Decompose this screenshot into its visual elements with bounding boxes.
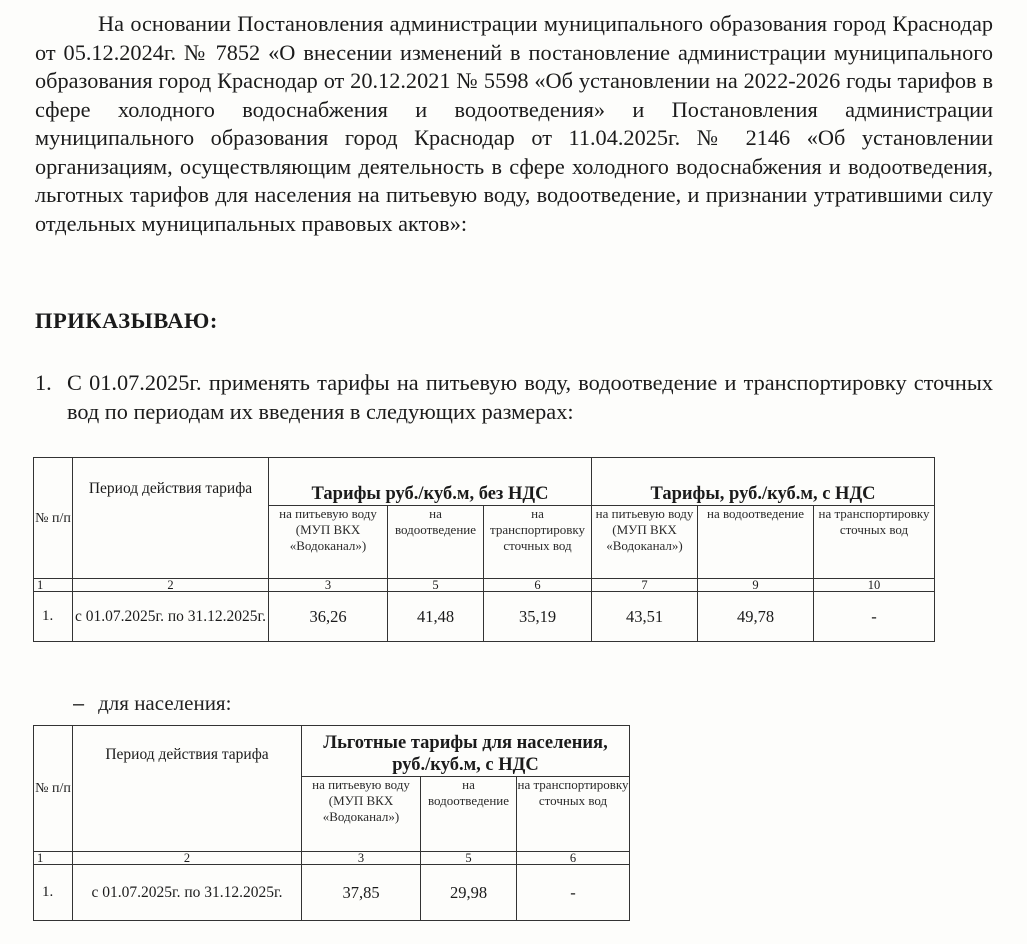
col-header-no: № п/п	[34, 726, 73, 852]
sub-header-transport: на транспортировку сточных вод	[484, 506, 592, 579]
index-cell: 6	[484, 579, 592, 592]
index-cell: 1	[34, 852, 73, 865]
sub-header-drain: на водоотведение	[388, 506, 484, 579]
row-number: 1.	[34, 592, 73, 642]
index-cell: 10	[814, 579, 935, 592]
population-label	[73, 691, 231, 716]
sub-header-water: на питьевую воду (МУП ВКХ «Водоканал»)	[302, 777, 421, 852]
intro-paragraph-text: На основании Постановления администрации муниципального образования город Краснодар от 05.12.2024г. № 7852 «О внесении изменений в постановление администрации муниципального образования город Краснодар от 20.12.2021 № 5598 «Об установлении на 2022-2026 годы тарифов в сфере холодного водоснабжения и водоотведения» и Постановления администрации муниципального образования город Краснодар от 11.04.2025г. № 2146 «Об установлении организациям, осуществляющим деятельность в сфере холодного водоснабжения и водоотведения, льготных тарифов для населения на питьевую воду, водоотведение, и признании утратившими силу отдельных муниципальных правовых актов»:	[35, 11, 993, 236]
row-period: с 01.07.2025г. по 31.12.2025г.	[73, 592, 269, 642]
sub-header-transport-vat: на транспортировку сточных вод	[814, 506, 935, 579]
table-row	[34, 865, 630, 921]
value-transport-vat: -	[814, 592, 935, 642]
group-header-without-vat: Тарифы руб./куб.м, без НДС	[269, 458, 592, 506]
value-drain-vat: 49,78	[698, 592, 814, 642]
index-cell: 2	[73, 579, 269, 592]
value-transport: 35,19	[484, 592, 592, 642]
intro-paragraph	[35, 10, 993, 238]
value-water-vat: 43,51	[592, 592, 698, 642]
tariff-table	[33, 457, 935, 642]
sub-header-drain: на водоотведение	[421, 777, 517, 852]
population-label-text: для населения:	[98, 691, 232, 715]
index-cell: 3	[269, 579, 388, 592]
group-header-with-vat: Тарифы, руб./куб.м, с НДС	[592, 458, 935, 506]
order-item-1	[35, 368, 993, 426]
index-cell: 9	[698, 579, 814, 592]
value-water: 36,26	[269, 592, 388, 642]
index-cell: 7	[592, 579, 698, 592]
row-number: 1.	[34, 865, 73, 921]
list-dash: –	[73, 693, 85, 715]
col-header-period: Период действия тарифа	[73, 458, 269, 579]
table-row	[34, 592, 935, 642]
index-cell: 5	[421, 852, 517, 865]
index-cell: 1	[34, 579, 73, 592]
row-period: с 01.07.2025г. по 31.12.2025г.	[73, 865, 302, 921]
item-number: 1.	[35, 370, 52, 395]
value-drain: 29,98	[421, 865, 517, 921]
col-header-period: Период действия тарифа	[73, 726, 302, 852]
value-transport: -	[517, 865, 630, 921]
order-heading: ПРИКАЗЫВАЮ:	[35, 308, 218, 333]
sub-header-transport: на транспортировку сточных вод	[517, 777, 630, 852]
index-cell: 5	[388, 579, 484, 592]
group-header-preferential: Льготные тарифы для населения, руб./куб.м, с НДС	[302, 726, 630, 777]
item-text: С 01.07.2025г. применять тарифы на питьевую воду, водоотведение и транспортировку сточных вод по периодам их введения в следующих размерах:	[67, 370, 993, 424]
value-drain: 41,48	[388, 592, 484, 642]
sub-header-water: на питьевую воду (МУП ВКХ «Водоканал»)	[269, 506, 388, 579]
index-cell: 3	[302, 852, 421, 865]
sub-header-water-vat: на питьевую воду (МУП ВКХ «Водоканал»)	[592, 506, 698, 579]
value-water: 37,85	[302, 865, 421, 921]
index-cell: 2	[73, 852, 302, 865]
index-cell: 6	[517, 852, 630, 865]
col-header-no: № п/п	[34, 458, 73, 579]
sub-header-drain-vat: на водоотведение	[698, 506, 814, 579]
preferential-tariff-table	[33, 725, 630, 921]
